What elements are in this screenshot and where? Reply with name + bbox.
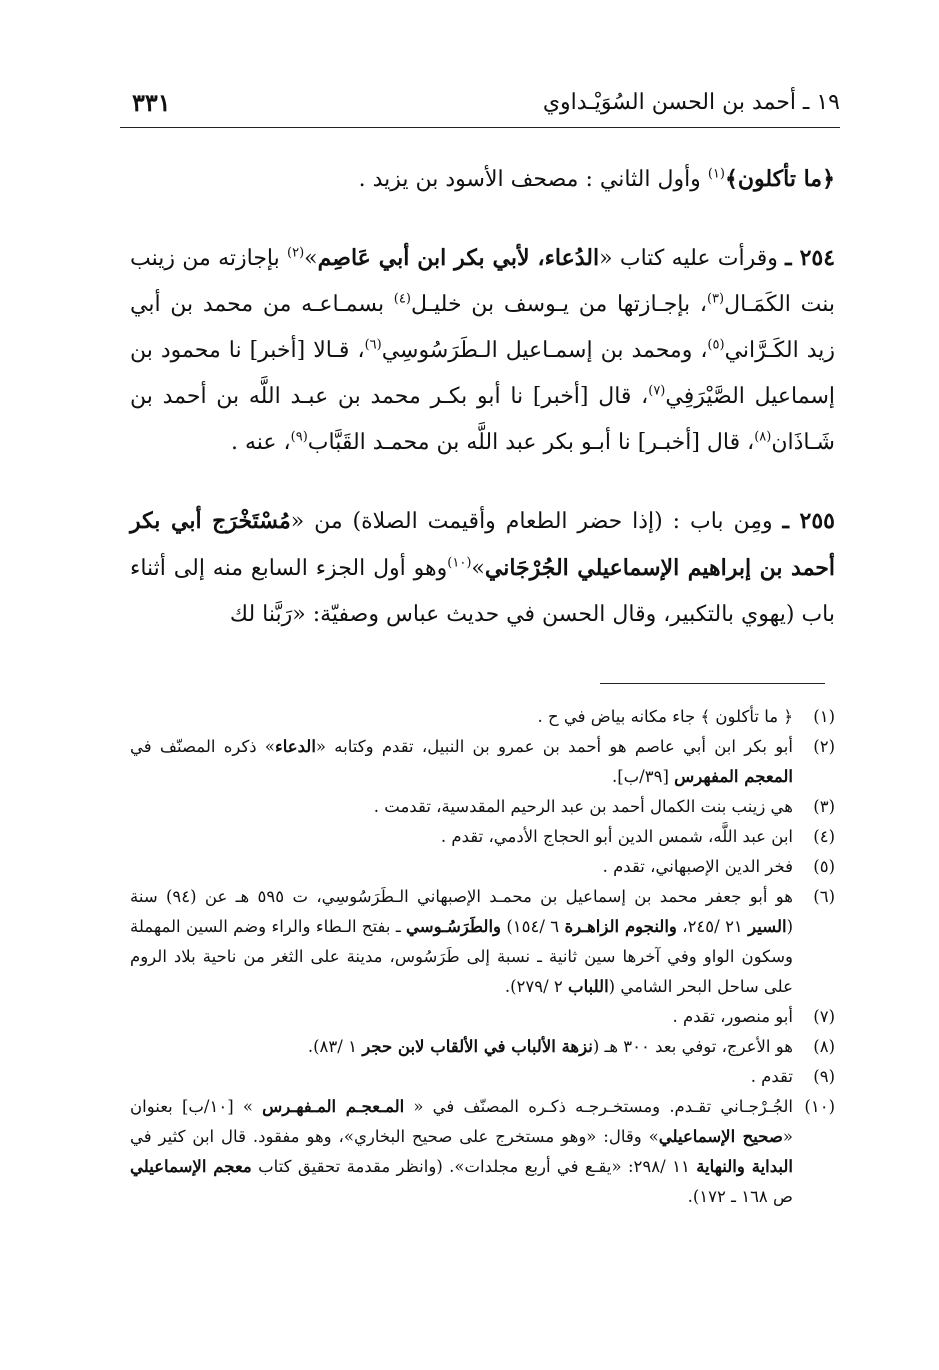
text-span: ، ومحمد بن إسمـاعيل الـطَرَسُوسِي	[381, 338, 708, 363]
paragraph-255	[130, 498, 835, 638]
footnote-text-span: ٦ /١٥٤)	[501, 917, 565, 936]
text-span: وأول الثاني : مصحف الأسود بن يزيد .	[358, 167, 708, 192]
text-span: ومِن باب : (إذا حضر الطعام وأقيمت الصلاة) من «	[290, 509, 783, 534]
footnote	[130, 1062, 835, 1092]
footnote	[130, 852, 835, 882]
footnote-text	[374, 797, 793, 816]
footnote-text-span: فخر الدين الإصبهاني، تقدم .	[602, 857, 793, 876]
footnote-text-span: ١١ /٢٩٨: «يقـع في أربع مجلدات». (وانظر مقدمة تحقيق كتاب	[251, 1157, 697, 1176]
footnote-ref: (٤)	[393, 291, 411, 307]
text-span: ، عنه .	[231, 430, 291, 455]
footnote-text-span: هو أبو جعفر محمد بن إسماعيل بن محمـد الإصبهاني الـطَرَسُوسِي، ت ٥٩٥ هـ عن (٩٤) سنة (	[130, 887, 793, 936]
text-span: ، بإجـازتها من يـوسف بن خليـل	[410, 292, 707, 317]
footnote-number: (١)	[813, 707, 835, 726]
footnote	[130, 1032, 835, 1062]
footnote-text-span: هو الأعرج، توفي بعد ٣٠٠ هـ (	[592, 1037, 793, 1056]
footnote-text-span: ـ بفتح الـطاء والراء وضم السين المهملة وسكون الواو وفي آخرها سين ثانية ـ نسبة إلى طَرَسُوس، مدينة على الثغر من ناحية بلاد الروم على ساحل البحر الشامي (	[130, 917, 793, 996]
footnote	[130, 1002, 835, 1032]
page-number: ٣٣١	[132, 88, 171, 117]
footnote-text	[130, 1097, 793, 1206]
footnote-text-span: ١ /٨٣).	[307, 1037, 363, 1056]
footnote-ref: (٣)	[706, 291, 725, 307]
footnote-bold-text: الدعاء	[275, 737, 316, 756]
footnote-text-span: ٢ /٢٧٩).	[504, 977, 569, 996]
footnote-text	[130, 737, 793, 786]
footnote-text-span: ابن عبد اللَّه، شمس الدين أبو الحجاج الأدمي، تقدم .	[440, 827, 793, 846]
footnote-ref: (٥)	[707, 337, 725, 353]
book-title: مُسْتَخْرَج أبي بكر أحمد بن إبراهيم الإسماعيلي الجُرْجَاني	[130, 508, 836, 581]
footnote-number: (٨)	[813, 1037, 835, 1056]
footnote-number: (٥)	[813, 857, 835, 876]
footnote	[130, 792, 835, 822]
footnote-ref: (٨)	[754, 429, 772, 445]
page-header	[120, 84, 840, 124]
footnote-number: (٣)	[813, 797, 835, 816]
footnote-ref: (١٠)	[447, 555, 472, 571]
footnote	[130, 822, 835, 852]
footnote-ref: (١)	[707, 166, 725, 182]
footnote-text	[673, 1007, 793, 1026]
footnote-bold-text: صحيح الإسماعيلي	[658, 1127, 783, 1146]
footnote-text-span: أبو منصور، تقدم .	[672, 1007, 793, 1026]
footnote-text-span: ﴿ ما تأكلون ﴾ جاء مكانه بياض في ح .	[537, 707, 793, 726]
footnote-text	[130, 887, 793, 996]
footnote-text-span: الجُـرْجـاني تقـدم. ومستخـرجـه ذكـره المصنّف في «	[404, 1097, 793, 1116]
main-text	[130, 156, 835, 638]
footnote-bold-text: السير	[748, 917, 787, 936]
footnote-text	[441, 827, 793, 846]
footnote-ref: (٢)	[287, 245, 305, 261]
footnote-bold-text: والنجوم الزاهـرة	[564, 917, 677, 936]
paragraph-gap	[130, 466, 835, 498]
text-span: »	[471, 556, 485, 581]
footnote-text-span: » [١٠/ب] بعنوان «	[130, 1097, 793, 1146]
text-span: »	[304, 246, 318, 271]
footnote-text	[308, 1037, 793, 1056]
footnote	[130, 1092, 835, 1212]
footnote-number: (٢)	[813, 737, 835, 756]
footnote-ref: (٧)	[648, 383, 666, 399]
text-span: ، قال [أخبر] نا أبو بكـر محمد بن عبـد اللَّه بن أحمد بن شَـاذَان	[130, 384, 835, 455]
footnote-number: (٩)	[813, 1067, 835, 1086]
footnote-number: (٦)	[813, 887, 835, 906]
footnote-bold-text: اللباب	[568, 977, 609, 996]
footnote-text-span: [٣٩/ب].	[611, 767, 675, 786]
footnote-bold-text: معجم الإسماعيلي	[130, 1157, 252, 1176]
footnote-bold-text: البداية والنهاية	[696, 1157, 793, 1176]
footnote	[130, 702, 835, 732]
footnotes-rule	[600, 683, 825, 684]
text-span: بسمـاعـه من محمد بن أبي زيد الكَـرَّاني	[130, 292, 835, 363]
footnote-text-span: أبو بكر ابن أبي عاصم هو أحمد بن عمرو بن النبيل، تقدم وكتابه «	[315, 737, 793, 756]
footnote-text-span: تقدم .	[750, 1067, 793, 1086]
continuation-line	[130, 156, 835, 203]
paragraph-gap	[130, 203, 835, 235]
footnotes	[130, 702, 835, 1212]
footnote-ref: (٩)	[290, 429, 308, 445]
footnote-bold-text: نزهة الألباب في الألقاب لابن حجر	[362, 1037, 593, 1056]
quran-quote: ﴿ما تأكلون﴾	[724, 166, 835, 192]
footnote-ref: (٦)	[364, 337, 382, 353]
footnote-bold-text: المعجم المفهرس	[674, 767, 793, 786]
footnote-text-span: ٢١ /٢٤٥،	[676, 917, 749, 936]
footnote-number: (٧)	[813, 1007, 835, 1026]
footnote	[130, 882, 835, 1002]
footnote	[130, 732, 835, 792]
footnote-text	[538, 707, 793, 726]
footnote-text-span: » ذكره المصنّف في	[130, 737, 276, 756]
footnote-number: (١٠)	[804, 1097, 835, 1116]
text-span: وهو أول الجزء السابع منه إلى أثناء باب (يهوي بالتكبير، وقال الحسن في حديث عباس وصفيّة: «رَبَّنا لك	[130, 556, 835, 627]
footnote-text	[751, 1067, 793, 1086]
footnote-text-span: ص ١٦٨ ـ ١٧٢).	[687, 1187, 793, 1206]
paragraph-number: ٢٥٥ ـ	[782, 508, 835, 534]
text-span: ، قـالا [أخبر] نا محمود بن إسماعيل الصَّيْرَفِي	[130, 338, 836, 409]
paragraph-254	[130, 235, 835, 466]
footnote-text-span: هي زينب بنت الكمال أحمد بن عبد الرحيم المقدسية، تقدمت .	[373, 797, 793, 816]
book-title: الدُعاء، لأبي بكر ابن أبي عَاصِم	[317, 245, 600, 271]
footnote-bold-text: المـعجـم المـفهـرس	[262, 1097, 405, 1116]
footnote-number: (٤)	[813, 827, 835, 846]
running-title: ١٩ ـ أحمد بن الحسن السُوَيْـداوي	[542, 90, 840, 115]
text-span: بإجازته من زينب بنت الكَمَـال	[130, 246, 835, 317]
paragraph-number: ٢٥٤ ـ	[785, 245, 836, 271]
footnote-text-span: » وقال: «وهو مستخرج على صحيح البخاري»، وهو مفقود. قال ابن كثير في	[130, 1127, 659, 1146]
text-span: ، قال [أخبـر] نا أبـو بكر عبد اللَّه بن محمـد القَبَّاب	[307, 430, 755, 455]
text-span: وقرأت عليه كتاب «	[599, 246, 786, 271]
footnote-text	[603, 857, 793, 876]
footnote-bold-text: والطَرَسُـوسي	[406, 917, 502, 936]
header-rule	[120, 127, 840, 128]
